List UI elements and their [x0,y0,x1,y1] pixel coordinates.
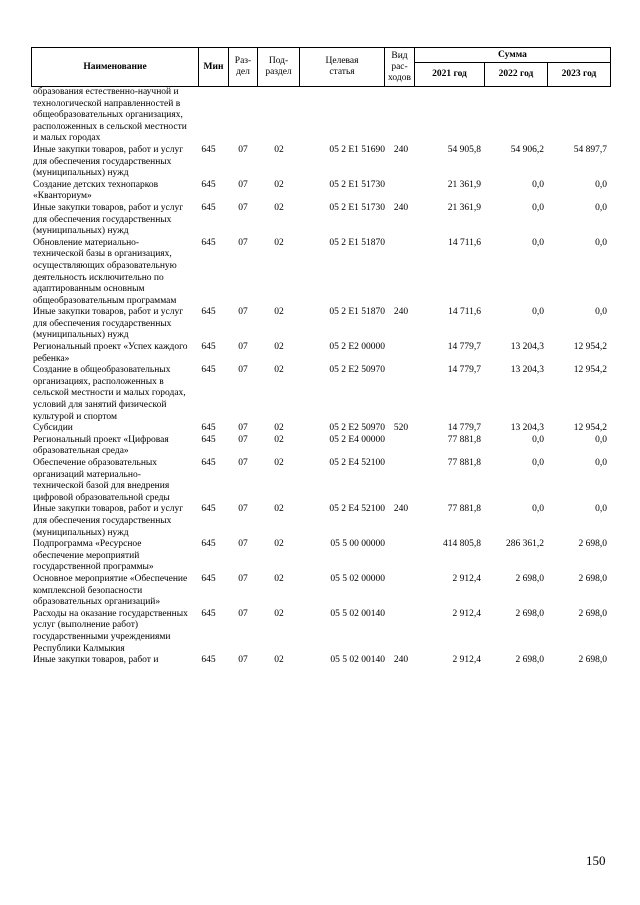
cell-y2023: 0,0 [595,237,607,248]
header-2021: 2021 год [415,63,485,87]
cell-razdel: 07 [238,458,248,468]
cell-y2022: 0,0 [532,458,544,468]
header-2023: 2023 год [548,63,611,87]
cell-y2022: 2 698,0 [515,655,544,666]
page-number: 150 [586,853,606,868]
cell-vid [387,365,415,423]
header-target: Целевая статья [300,48,385,87]
cell-vid [387,458,415,504]
table-row [31,458,611,504]
cell-y2022: 0,0 [532,179,544,190]
cell-razdel: 07 [238,655,248,666]
cell-name: Основное мероприятие «Обеспечение комплексной безопасности образовательных организаций» [33,573,188,608]
cell-code: 05 2 E4 52100 [329,458,385,468]
table-row [31,504,611,539]
cell-y2023: 0,0 [595,458,607,468]
cell-name: Иные закупки товаров, работ и услуг для обеспечения государственных (муниципальных) нужд [33,202,184,237]
cell-podrazdel: 02 [274,144,284,155]
cell-razdel [228,87,258,145]
cell-min: 645 [201,144,216,155]
header-razdel: Раз- дел [229,48,258,87]
cell-min: 645 [201,608,216,619]
cell-code: 05 2 E2 50970 [329,365,385,376]
cell-y2023 [548,87,611,145]
cell-vid [387,87,415,145]
cell-podrazdel [258,87,300,145]
cell-y2021: 54 905,8 [447,144,481,155]
cell-min: 645 [201,423,216,434]
table-header [31,47,611,87]
cell-y2021: 77 881,8 [447,504,481,515]
cell-y2023: 12 954,2 [573,365,607,376]
table-row [31,609,611,655]
cell-vid: 240 [393,144,409,155]
cell-y2022: 2 698,0 [515,608,544,619]
cell-y2022: 13 204,3 [510,365,544,376]
cell-razdel: 07 [238,573,248,584]
cell-code: 05 2 E1 51730 [329,179,385,190]
cell-vid: 240 [393,202,409,213]
cell-name: Иные закупки товаров, работ и услуг для обеспечения государственных (муниципальных) нужд [33,504,184,538]
table-row [31,203,611,238]
cell-min [189,87,228,145]
cell-y2021: 2 912,4 [452,573,481,584]
cell-y2021: 14 711,6 [448,237,481,248]
cell-vid [387,609,415,655]
table-row [31,574,611,609]
cell-y2021: 77 881,8 [447,458,481,468]
cell-vid [387,238,415,308]
budget-table [31,87,611,667]
cell-name: Иные закупки товаров, работ и услуг для обеспечения государственных (муниципальных) нужд [33,307,184,341]
table-row [31,307,611,342]
header-vid: Вид рас- ходов [385,48,415,87]
cell-vid [387,180,415,203]
table-row [31,423,611,435]
cell-min: 645 [201,573,216,584]
cell-y2022: 2 698,0 [515,573,544,584]
cell-y2023: 0,0 [595,504,607,515]
cell-code [300,87,387,145]
cell-name: образования естественно-научной и технологической направленностей в общеобразовательных организациях, расположенных в сельской местности и малых городах [33,87,187,144]
cell-podrazdel: 02 [274,573,284,584]
cell-razdel: 07 [238,307,248,318]
cell-razdel: 07 [238,423,248,434]
cell-y2021: 2 912,4 [452,655,481,666]
cell-name: Иные закупки товаров, работ и [33,655,159,666]
cell-podrazdel: 02 [274,504,284,515]
cell-y2023: 54 897,7 [573,144,607,155]
cell-razdel: 07 [238,342,248,353]
cell-y2021: 77 881,8 [447,434,481,445]
cell-y2023: 12 954,2 [573,423,607,434]
cell-vid [387,342,415,365]
cell-podrazdel: 02 [274,365,284,376]
cell-razdel: 07 [238,504,248,515]
header-name: Наименование [32,48,199,87]
cell-name: Субсидии [33,423,73,434]
cell-vid: 520 [393,423,409,434]
cell-podrazdel: 02 [274,237,284,248]
cell-min: 645 [201,539,216,550]
cell-code: 05 2 E4 00000 [329,434,385,445]
cell-vid [387,435,415,458]
cell-y2022: 0,0 [532,504,544,515]
table-row [31,238,611,308]
cell-y2022: 0,0 [532,202,544,213]
table-row [31,539,611,574]
cell-min: 645 [201,179,216,190]
cell-y2021: 21 361,9 [447,202,481,213]
cell-code: 05 2 E1 51690 [329,144,385,155]
cell-name: Создание детских технопарков «Кванториум» [33,179,159,202]
cell-y2023: 0,0 [595,434,607,445]
cell-podrazdel: 02 [274,434,284,445]
cell-y2021: 14 779,7 [447,423,481,434]
cell-podrazdel: 02 [274,608,284,619]
cell-y2023: 2 698,0 [578,655,607,666]
cell-y2023: 2 698,0 [578,539,607,550]
cell-min: 645 [201,237,216,248]
cell-name: Региональный проект «Цифровая образовательная среда» [33,434,169,457]
cell-name: Обновление материально-технической базы в организациях, осуществляющих образовательную деятельность исключительно по адаптированным основным общеобразовательным программам [33,237,177,306]
cell-podrazdel: 02 [274,342,284,353]
cell-podrazdel: 02 [274,458,284,468]
cell-code: 05 5 02 00000 [330,573,385,584]
cell-y2023: 0,0 [595,202,607,213]
table-row [31,87,611,145]
table-row [31,342,611,365]
cell-y2021: 14 711,6 [448,307,481,318]
header-min: Мин [199,48,229,87]
cell-y2022: 0,0 [532,434,544,445]
cell-podrazdel: 02 [274,539,284,550]
cell-y2023: 0,0 [595,307,607,318]
cell-razdel: 07 [238,539,248,550]
cell-min: 645 [201,458,216,468]
cell-code: 05 2 E4 52100 [329,504,385,515]
cell-y2021: 21 361,9 [447,179,481,190]
cell-min: 645 [201,655,216,666]
header-podrazdel: Под- раздел [258,48,300,87]
cell-min: 645 [201,365,216,376]
cell-code: 05 5 00 00000 [330,539,385,550]
cell-y2021: 14 779,7 [447,342,481,353]
table-row [31,365,611,423]
cell-name: Создание в общеобразовательных организациях, расположенных в сельской местности и малых городах, условий для занятий физической культурой и спортом [33,365,186,422]
cell-y2023: 12 954,2 [573,342,607,353]
cell-razdel: 07 [238,434,248,445]
cell-y2022: 0,0 [532,307,544,318]
cell-name: Региональный проект «Успех каждого ребенка» [33,342,188,364]
cell-min: 645 [201,434,216,445]
cell-y2022: 286 361,2 [506,539,544,550]
cell-podrazdel: 02 [274,307,284,318]
cell-vid: 240 [393,504,409,515]
cell-code: 05 2 E2 00000 [329,342,385,353]
cell-code: 05 2 E2 50970 [329,423,385,434]
cell-y2023: 0,0 [595,179,607,190]
header-sum: Сумма [415,48,611,63]
cell-code: 05 2 E1 51730 [329,202,385,213]
cell-vid [387,539,415,574]
cell-razdel: 07 [238,237,248,248]
cell-razdel: 07 [238,144,248,155]
cell-y2021: 14 779,7 [447,365,481,376]
table-row [31,435,611,458]
cell-y2022: 54 906,2 [510,144,544,155]
cell-razdel: 07 [238,179,248,190]
table-row [31,145,611,180]
cell-min: 645 [201,202,216,213]
table-row [31,655,611,667]
cell-razdel: 07 [238,202,248,213]
cell-y2021 [415,87,485,145]
cell-vid: 240 [393,655,409,666]
cell-min: 645 [201,504,216,515]
cell-podrazdel: 02 [274,423,284,434]
cell-min: 645 [201,342,216,353]
cell-name: Расходы на оказание государственных услуг (выполнение работ) государственными учреждениями Республики Калмыкия [33,608,188,654]
cell-y2021: 2 912,4 [452,608,481,619]
cell-podrazdel: 02 [274,202,284,213]
cell-code: 05 5 02 00140 [330,608,385,619]
cell-code: 05 2 E1 51870 [329,307,385,318]
cell-name: Обеспечение образовательных организаций материально-технической базой для внедрения цифровой образовательной среды [33,458,170,503]
header-2022: 2022 год [485,63,548,87]
cell-code: 05 2 E1 51870 [329,237,385,248]
cell-y2023: 2 698,0 [578,573,607,584]
cell-podrazdel: 02 [274,655,284,666]
cell-name: Иные закупки товаров, работ и услуг для обеспечения государственных (муниципальных) нужд [33,144,184,179]
cell-name: Подпрограмма «Ресурсное обеспечение мероприятий государственной программы» [33,539,154,573]
cell-y2021: 414 805,8 [443,539,481,550]
cell-vid: 240 [393,307,409,318]
cell-y2022: 13 204,3 [510,423,544,434]
cell-razdel: 07 [238,608,248,619]
cell-razdel: 07 [238,365,248,376]
cell-y2023: 2 698,0 [578,608,607,619]
cell-code: 05 5 02 00140 [330,655,385,666]
cell-y2022: 0,0 [532,237,544,248]
cell-y2022 [485,87,548,145]
cell-y2022: 13 204,3 [510,342,544,353]
cell-min: 645 [201,307,216,318]
cell-podrazdel: 02 [274,179,284,190]
table-row [31,180,611,203]
cell-vid [387,574,415,609]
